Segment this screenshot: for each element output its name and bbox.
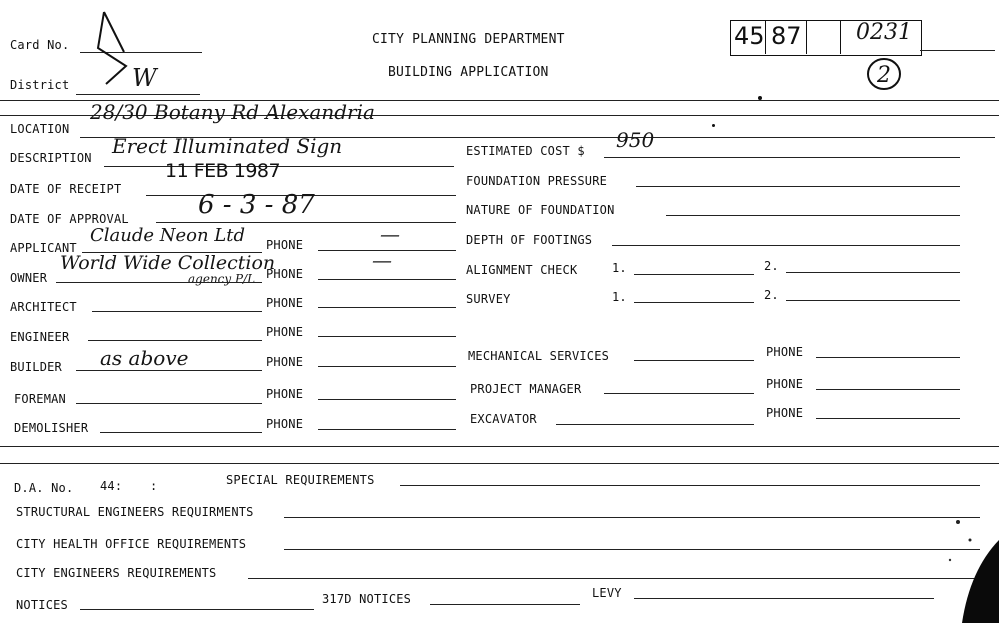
- estimated-cost-line[interactable]: [604, 157, 960, 158]
- mechanical-services-line[interactable]: [634, 360, 754, 361]
- owner-phone-label: PHONE: [266, 267, 304, 281]
- builder-value[interactable]: as above: [100, 346, 189, 370]
- city-engineers-label: CITY ENGINEERS REQUIREMENTS: [16, 566, 217, 580]
- project-manager-phone-label: PHONE: [766, 377, 804, 391]
- engineer-label: ENGINEER: [10, 330, 70, 344]
- excavator-line[interactable]: [556, 424, 754, 425]
- approval-line[interactable]: [156, 222, 456, 223]
- survey-item-2-line[interactable]: [786, 300, 960, 301]
- card-no-label: Card No.: [10, 38, 70, 52]
- file-number: 0231: [856, 20, 912, 45]
- location-value[interactable]: 28/30 Botany Rd Alexandria: [90, 100, 375, 124]
- form-title: BUILDING APPLICATION: [388, 65, 549, 80]
- mechanical-phone-line[interactable]: [816, 357, 960, 358]
- district-line[interactable]: [76, 94, 200, 95]
- demolisher-phone-label: PHONE: [266, 417, 304, 431]
- applicant-phone-value[interactable]: —: [380, 222, 400, 246]
- description-value[interactable]: Erect Illuminated Sign: [112, 134, 343, 158]
- survey-item-2-label: 2.: [764, 288, 779, 302]
- depth-footings-line[interactable]: [612, 245, 960, 246]
- demolisher-phone-line[interactable]: [318, 429, 456, 430]
- scan-speck-2: [712, 124, 715, 127]
- applicant-phone-label: PHONE: [266, 238, 304, 252]
- architect-line[interactable]: [92, 311, 262, 312]
- project-manager-line[interactable]: [604, 393, 754, 394]
- owner-line[interactable]: [56, 282, 262, 283]
- mechanical-services-label: MECHANICAL SERVICES: [468, 349, 610, 363]
- alignment-check-label: ALIGNMENT CHECK: [466, 263, 578, 277]
- foundation-pressure-line[interactable]: [636, 186, 960, 187]
- alignment-item-1-line[interactable]: [634, 274, 754, 275]
- location-label: LOCATION: [10, 122, 70, 136]
- circled-number: [864, 54, 904, 94]
- city-engineers-line[interactable]: [248, 578, 980, 579]
- builder-line[interactable]: [76, 370, 262, 371]
- district-label: District: [10, 78, 70, 92]
- card-number-divider-3: [840, 20, 841, 54]
- architect-label: ARCHITECT: [10, 300, 77, 314]
- circled-number-text: 2: [877, 63, 891, 88]
- card-number-part1: 45: [734, 22, 765, 50]
- description-label: DESCRIPTION: [10, 151, 92, 165]
- owner-value[interactable]: World Wide Collection: [60, 252, 276, 274]
- excavator-label: EXCAVATOR: [470, 412, 537, 426]
- project-manager-phone-line[interactable]: [816, 389, 960, 390]
- district-value: W: [132, 64, 157, 92]
- excavator-phone-label: PHONE: [766, 406, 804, 420]
- special-requirements-label: SPECIAL REQUIREMENTS: [226, 473, 375, 487]
- card-number-divider-2: [806, 20, 807, 54]
- rule-mid-2: [0, 463, 999, 464]
- card-number-divider: [765, 20, 766, 54]
- da-no-value[interactable]: 44:: [100, 479, 123, 493]
- notices-line[interactable]: [80, 609, 314, 610]
- approval-label: DATE OF APPROVAL: [10, 212, 129, 226]
- scan-speck: [758, 96, 762, 100]
- receipt-label: DATE OF RECEIPT: [10, 182, 122, 196]
- scan-smudge: [940, 500, 999, 623]
- notices-317d-label: 317D NOTICES: [322, 592, 412, 606]
- handwritten-mark: [86, 8, 142, 92]
- builder-phone-line[interactable]: [318, 366, 456, 367]
- da-no-label: D.A. No.: [14, 481, 74, 495]
- estimated-cost-value[interactable]: 950: [616, 128, 655, 152]
- demolisher-line[interactable]: [100, 432, 262, 433]
- levy-line[interactable]: [634, 598, 934, 599]
- notices-317d-line[interactable]: [430, 604, 580, 605]
- notices-label: NOTICES: [16, 598, 68, 612]
- receipt-value[interactable]: 11 FEB 1987: [165, 160, 281, 182]
- alignment-item-1-label: 1.: [612, 261, 627, 275]
- city-health-line[interactable]: [284, 549, 980, 550]
- excavator-phone-line[interactable]: [816, 418, 960, 419]
- alignment-item-2-line[interactable]: [786, 272, 960, 273]
- engineer-line[interactable]: [88, 340, 262, 341]
- project-manager-label: PROJECT MANAGER: [470, 382, 582, 396]
- engineer-phone-line[interactable]: [318, 336, 456, 337]
- nature-foundation-line[interactable]: [666, 215, 960, 216]
- foundation-pressure-label: FOUNDATION PRESSURE: [466, 174, 608, 188]
- alignment-item-2-label: 2.: [764, 259, 779, 273]
- special-requirements-line[interactable]: [400, 485, 980, 486]
- foreman-phone-line[interactable]: [318, 399, 456, 400]
- foreman-phone-label: PHONE: [266, 387, 304, 401]
- owner-phone-value[interactable]: —: [372, 248, 392, 272]
- levy-label: LEVY: [592, 586, 622, 600]
- structural-engineers-label: STRUCTURAL ENGINEERS REQUIRMENTS: [16, 505, 254, 519]
- nature-foundation-label: NATURE OF FOUNDATION: [466, 203, 615, 217]
- architect-phone-line[interactable]: [318, 307, 456, 308]
- survey-item-1-label: 1.: [612, 290, 627, 304]
- builder-label: BUILDER: [10, 360, 62, 374]
- foreman-line[interactable]: [76, 403, 262, 404]
- department-title: CITY PLANNING DEPARTMENT: [372, 32, 565, 47]
- owner-label: OWNER: [10, 271, 48, 285]
- foreman-label: FOREMAN: [14, 392, 66, 406]
- approval-value[interactable]: 6 - 3 - 87: [198, 190, 315, 220]
- applicant-value[interactable]: Claude Neon Ltd: [90, 225, 246, 246]
- rule-mid: [0, 446, 999, 447]
- survey-label: SURVEY: [466, 292, 511, 306]
- depth-footings-label: DEPTH OF FOOTINGS: [466, 233, 593, 247]
- owner-phone-line[interactable]: [318, 279, 456, 280]
- demolisher-label: DEMOLISHER: [14, 421, 89, 435]
- estimated-cost-label: ESTIMATED COST $: [466, 144, 585, 158]
- owner-value-line2: agency P/L: [188, 272, 256, 286]
- architect-phone-label: PHONE: [266, 296, 304, 310]
- mechanical-phone-label: PHONE: [766, 345, 804, 359]
- structural-engineers-line[interactable]: [284, 517, 980, 518]
- header-rule: [920, 50, 995, 51]
- survey-item-1-line[interactable]: [634, 302, 754, 303]
- da-no-colon: :: [150, 479, 158, 493]
- builder-phone-label: PHONE: [266, 355, 304, 369]
- engineer-phone-label: PHONE: [266, 325, 304, 339]
- applicant-label: APPLICANT: [10, 241, 77, 255]
- card-number-part2: 87: [771, 22, 802, 50]
- city-health-label: CITY HEALTH OFFICE REQUIREMENTS: [16, 537, 247, 551]
